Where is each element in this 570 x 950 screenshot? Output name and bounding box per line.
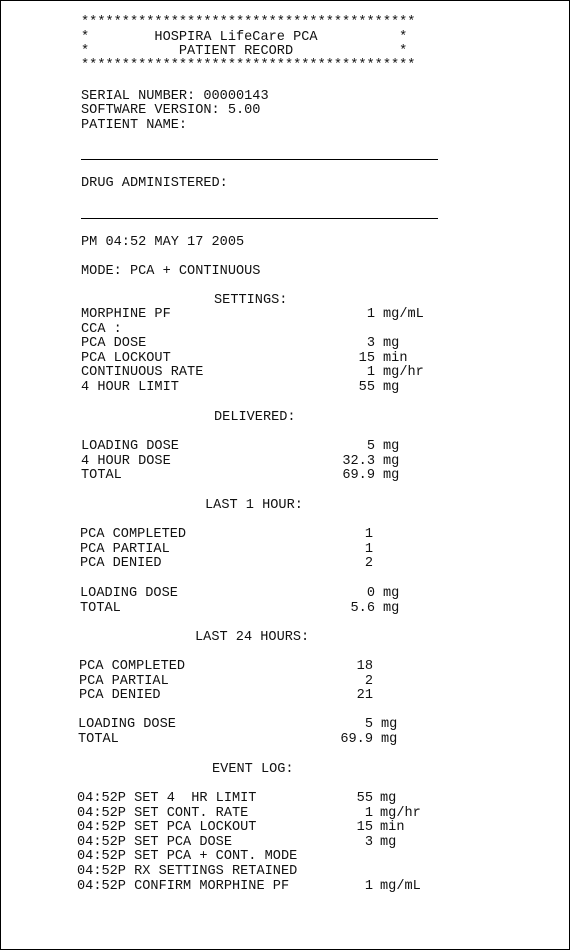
- patient-name-rule: [81, 159, 438, 160]
- event-log-row-label: 04:52P SET 4 HR LIMIT: [77, 791, 257, 806]
- last-1-hour-count-row-value: 2: [364, 556, 373, 572]
- event-log-heading: EVENT LOG:: [212, 762, 294, 777]
- last-1-hour-heading: LAST 1 HOUR:: [205, 498, 303, 513]
- last-24-hours-count-row-label: PCA DENIED: [79, 688, 161, 704]
- settings-row: [1, 308, 570, 323]
- last-24-hours-count-row: [1, 660, 570, 675]
- settings-row-label: PCA DOSE: [81, 336, 147, 352]
- last-24-hours-dose-row: [1, 733, 570, 748]
- header-title: * PATIENT RECORD *: [81, 44, 408, 59]
- mode: MODE: PCA + CONTINUOUS: [81, 264, 261, 279]
- settings-row-unit: mg: [383, 380, 400, 395]
- last-24-hours-dose-row-label: TOTAL: [78, 731, 119, 747]
- delivered-row-label: TOTAL: [81, 468, 122, 484]
- last-1-hour-dose-row: [1, 587, 570, 602]
- delivered-heading: DELIVERED:: [214, 410, 296, 425]
- settings-row: [1, 381, 570, 396]
- patient-name-label: PATIENT NAME:: [81, 118, 188, 133]
- delivered-row-label: 4 HOUR DOSE: [81, 453, 171, 469]
- settings-row-value: 3: [366, 336, 375, 352]
- last-1-hour-dose-row-label: TOTAL: [80, 600, 121, 616]
- last-1-hour-dose-row-unit: mg: [383, 586, 400, 601]
- drug-administered-label: DRUG ADMINISTERED:: [81, 176, 228, 191]
- software-version: SOFTWARE VERSION: 5.00: [81, 103, 261, 118]
- settings-row-unit: mg/mL: [383, 307, 424, 322]
- event-log-row-value: 1: [364, 878, 373, 894]
- event-log-row-label: 04:52P CONFIRM MORPHINE PF: [77, 878, 290, 894]
- event-log-row-value: 15: [356, 820, 373, 836]
- event-log-row-value: 1: [364, 805, 373, 821]
- last-1-hour-dose-row-value: 0: [366, 586, 375, 601]
- last-1-hour-count-row: [1, 528, 570, 543]
- settings-row-label: MORPHINE PF: [81, 307, 171, 322]
- last-1-hour-dose-row-label: LOADING DOSE: [80, 586, 178, 601]
- settings-row-value: 1: [366, 307, 375, 322]
- event-log-row-label: 04:52P SET CONT. RATE: [77, 805, 249, 821]
- serial-number: SERIAL NUMBER: 00000143: [81, 89, 269, 104]
- last-24-hours-dose-row-value: 5: [364, 717, 373, 732]
- last-1-hour-count-row-label: PCA DENIED: [80, 556, 162, 572]
- settings-row-label: 4 HOUR LIMIT: [81, 380, 179, 395]
- event-log-row-label: 04:52P RX SETTINGS RETAINED: [77, 864, 298, 879]
- date-time: PM 04:52 MAY 17 2005: [81, 235, 245, 250]
- last-24-hours-dose-row: [1, 718, 570, 733]
- last-1-hour-count-row-label: PCA COMPLETED: [80, 527, 187, 542]
- delivered-row-value: 32.3: [342, 453, 375, 469]
- settings-row-value: 15: [358, 350, 375, 366]
- header-stars-top: *****************************************: [81, 15, 416, 30]
- last-24-hours-count-row: [1, 689, 570, 704]
- settings-row-label: CONTINUOUS RATE: [81, 365, 204, 381]
- event-log-row-unit: mg: [380, 791, 397, 806]
- last-1-hour-count-row-label: PCA PARTIAL: [80, 541, 170, 557]
- last-24-hours-count-row-label: PCA COMPLETED: [79, 659, 186, 674]
- last-1-hour-count-row-value: 1: [364, 541, 373, 557]
- event-log-row-unit: min: [380, 820, 405, 836]
- event-log-row-unit: mg/mL: [380, 878, 421, 894]
- settings-row-unit: mg: [383, 336, 400, 352]
- last-1-hour-count-row: [1, 557, 570, 572]
- last-1-hour-dose-row: [1, 602, 570, 617]
- settings-heading: SETTINGS:: [214, 293, 288, 308]
- delivered-row-label: LOADING DOSE: [81, 439, 179, 454]
- event-log-row-label: 04:52P SET PCA + CONT. MODE: [77, 849, 298, 865]
- event-log-row: [1, 865, 570, 880]
- last-24-hours-count-row-label: PCA PARTIAL: [79, 673, 169, 689]
- last-24-hours-dose-row-unit: mg: [381, 731, 398, 747]
- settings-row-unit: mg/hr: [383, 365, 424, 381]
- settings-row-value: 55: [358, 380, 375, 395]
- delivered-row-unit: mg: [383, 453, 400, 469]
- header-brand: * HOSPIRA LifeCare PCA *: [81, 30, 408, 45]
- event-log-row: [1, 792, 570, 807]
- last-24-hours-count-row-value: 2: [364, 673, 373, 689]
- settings-row-value: 1: [366, 365, 375, 381]
- last-24-hours-count-row-value: 21: [356, 688, 373, 704]
- event-log-row-value: 55: [356, 791, 373, 806]
- last-24-hours-dose-row-unit: mg: [381, 717, 398, 732]
- header-stars-bottom: *****************************************: [81, 58, 416, 73]
- last-1-hour-count-row-value: 1: [364, 527, 373, 542]
- settings-row-label: PCA LOCKOUT: [81, 350, 171, 366]
- event-log-row: [1, 821, 570, 836]
- last-24-hours-count-row-value: 18: [356, 659, 373, 674]
- delivered-row-value: 69.9: [342, 468, 375, 484]
- delivered-row-unit: mg: [383, 439, 400, 454]
- last-24-hours-heading: LAST 24 HOURS:: [195, 630, 310, 645]
- delivered-row-unit: mg: [383, 468, 400, 484]
- delivered-row: [1, 440, 570, 455]
- event-log-row: [1, 880, 570, 895]
- settings-row-unit: min: [383, 350, 408, 366]
- drug-rule: [81, 218, 438, 219]
- event-log-row-unit: mg/hr: [380, 805, 421, 821]
- delivered-row-value: 5: [366, 439, 375, 454]
- event-log-row-unit: mg: [380, 834, 397, 850]
- last-24-hours-dose-row-label: LOADING DOSE: [78, 717, 176, 732]
- last-1-hour-dose-row-value: 5.6: [350, 600, 375, 616]
- settings-row-label: CCA :: [81, 321, 122, 337]
- event-log-row-value: 3: [364, 834, 373, 850]
- last-24-hours-dose-row-value: 69.9: [340, 731, 373, 747]
- settings-row: [1, 337, 570, 352]
- delivered-row: [1, 469, 570, 484]
- last-1-hour-dose-row-unit: mg: [383, 600, 400, 616]
- event-log-row-label: 04:52P SET PCA LOCKOUT: [77, 820, 257, 836]
- event-log-row-label: 04:52P SET PCA DOSE: [77, 834, 232, 850]
